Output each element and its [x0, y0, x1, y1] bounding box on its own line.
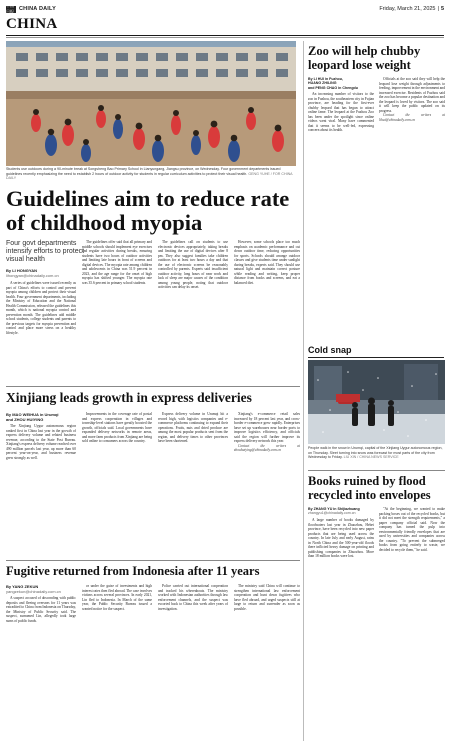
myopia-col-4: However, some schools place too much emphasis on academic performance and cut down outdoor time, reducing opportunities for sports. Schools should arrange outdoor classes and give students time under sunlight during breaks, experts said. They should use natural light and maintain correct posture while reading and writing, keep proper distance from books and screens, and eat a balanced diet.	[234, 240, 300, 285]
header-separator: |	[437, 6, 439, 12]
section-rule-thin	[6, 37, 444, 38]
books-headline: Books ruined by flood recycled into envelopes	[308, 474, 431, 502]
page-number: 5	[440, 6, 444, 12]
myopia-col-1: A series of guidelines were issued recently as part of China's efforts to control and prevent myopia among children and protect their visual health. Four government departments, including the Ministry of Education and the National Health Commission, released the guidelines this month, which is national myopia control and prevention month. The guidelines add middle school students, college students and parents to the previous targets for myopia prevention and control and place more stress on a healthy lifestyle.	[6, 281, 76, 336]
cold-snap-rule	[308, 357, 444, 358]
fugitive-col-3: Police carried out international cooperation and tracked his whereabouts. The ministry worked with Indonesian authorities through law enforcement channels, and the suspect was escorted back to China this week after years of investigation.	[158, 584, 228, 611]
page-header	[6, 4, 444, 14]
schoolyard-photo	[6, 41, 296, 166]
cold-snap-photo-image	[308, 360, 445, 444]
schoolyard-caption: Students use outdoors during a 90-minute break at Songsheng Bao Primary School in Lianyungang, Jiangsu province, on Wednesday. Four government departments issued guidelines recently emphasizing the need to establish 2 hours of outdoor activity for students in regular curriculum activities to protect their visual health. GENG YUHE / FOR CHINA DAILY	[6, 167, 293, 181]
cold-snap-photo	[308, 360, 445, 444]
china-daily-logo: 中国日报	[6, 3, 14, 14]
zoo-headline: Zoo will help chubby leopard lose weight	[308, 44, 421, 72]
xinjiang-byline: By MAO WEIHUA in Urumqi and ZHOU HUIYING	[6, 412, 59, 422]
zoo-col-2: Officials at the zoo said they will help the leopard lose weight through adjustments to feeding, improvement in the environment and increased exercise. Residents of Fuzhou said the zoo has become a popular destination and the leopard is loved by visitors. The zoo said it will keep the public updated on its progress. Contact the writers at lihui@chinadaily.com.cn	[379, 77, 445, 122]
myopia-byline: By LI HONGYAN lihongyan@chinadaily.com.cn	[6, 268, 59, 278]
myopia-subhead: Four govt departments intensify efforts to protect visual health	[6, 240, 85, 264]
xinjiang-col-1: The Xinjiang Uygur autonomous region ranked first in China last year in the growth of express delivery volume and related business revenue, according to the State Post Bureau. Xinjiang's express delivery volume reached over 490 million parcels last year, up more than 60 percent year-on-year, and business revenue grew strongly as well.	[6, 424, 76, 460]
fugitive-col-2: or under the guise of investments and high interest rates then fled abroad. The case involves victims across several provinces. In early 2021, Lin fled to Indonesia. In March of the same year, the Public Security Bureau issued a wanted notice for the suspect.	[82, 584, 152, 611]
fugitive-col-4: The ministry said China will continue to strengthen international law enforcement cooperation and hunt down fugitives who have fled abroad, and urged suspects still at large to return and surrender as soon as possible.	[234, 584, 300, 611]
section-rule	[6, 35, 444, 36]
cold-snap-divider	[308, 470, 445, 471]
zoo-col-1: An increasing number of visitors to the zoo in Fuzhou, the southeastern city in Fujian province, are heading for the first-ever chubby leopard that has begun to attract online fame. The leopard at the Fuzhou Zoo has been under the spotlight since online videos went viral. Many have commented that it seems to be well-fed, expressing concern about its health.	[308, 92, 374, 133]
cold-snap-credit: LIU XIN / CHINA NEWS SERVICE	[343, 455, 399, 460]
paper-name: CHINA DAILY	[19, 6, 56, 12]
books-col-1: A large number of books damaged by floodwaters last year in Zhuozhou, Hebei province, have been recycled into new paper products that are being used across the country. In late July and early August, rains in North China and the 500-year-old floods there inflicted heavy damage on printing and publishing companies in Zhuozhou. More than 18 million books were lost.	[308, 518, 374, 559]
issue-date: Friday, March 21, 2025	[379, 6, 436, 12]
myopia-headline: Guidelines aim to reduce rate of childhood myopia	[6, 186, 290, 235]
myopia-divider	[6, 386, 300, 387]
fugitive-headline: Fugitive returned from Indonesia after 11 years	[6, 564, 260, 578]
fugitive-byline: By YANG ZEKUN yangzekun@chinadaily.com.cn	[6, 584, 61, 594]
xinjiang-col-4: Xinjiang's e-commerce retail sales increased by 18 percent last year, and cross-border e-commerce grew rapidly. Enterprises have set up warehouses near border ports to improve logistics efficiency, and officials said the region will further improve its express delivery network this year. Contact the writers at zhouhuiying@chinadaily.com.cn	[234, 412, 300, 453]
xinjiang-contact: Contact the writers at zhouhuiying@chinadaily.com.cn	[234, 443, 300, 453]
zoo-byline: By LI HUI in Fuzhou, HUANG ZHILING and PENG CHAO in Chengdu	[308, 77, 358, 90]
zoo-contact: Contact the writers at lihui@chinadaily.com.cn	[379, 113, 445, 122]
schoolyard-credit: GENG YUHE / FOR CHINA DAILY	[6, 171, 293, 181]
schoolyard-photo-image	[6, 41, 296, 166]
cold-snap-title: Cold snap	[308, 345, 352, 355]
xinjiang-col-3: Express delivery volume in Urumqi hit a record high, with logistics companies and e-commerce platforms continuing to expand their operations. Fruits, nuts and dried produce are among the most popular products sent from the region, and delivery times to other provinces have been shortened.	[158, 412, 228, 444]
myopia-col-3: The guidelines call on students to use electronic devices appropriately, taking breaks and limiting the use of digital devices after 8 pm. They also suggest families take children outdoors for at least two hours a day and that the use of electronic screens be reasonably controlled by parents. Experts said insufficient outdoor activity, long hours of near work and lack of sleep are major causes of the condition among young people, noting that outdoor activities can delay its onset.	[158, 240, 228, 290]
xinjiang-divider	[6, 560, 300, 561]
books-col-2: "At the beginning, we wanted to make packing boxes out of the recycled books, but it did not meet the strength requirements," a paper company official said. Now the company has turned the pulp into environmentally friendly envelopes that are used by universities and companies across the country. "To prevent the submerged books from going entirely to waste, we decided to recycle them," he said.	[379, 507, 445, 552]
section-title: CHINA	[6, 16, 58, 32]
xinjiang-col-2: Improvements in the coverage rate of postal and express cooperation in villages and township-level stations have greatly boosted the growth, officials said. Local governments have expanded delivery networks in remote areas, and more farm products from Xinjiang are being sold online to consumers across the country.	[82, 412, 152, 444]
xinjiang-headline: Xinjiang leads growth in express deliveries	[6, 390, 252, 405]
fugitive-col-1: A suspect accused of absconding with public deposits and fleeing overseas for 11 years was extradited to China from Indonesia on Thursday, the Ministry of Public Security said. The suspect, surnamed Lin, allegedly took large sums of public funds.	[6, 596, 76, 623]
books-byline: By ZHANG YU in Shijiazhuang zhangyu1@chinadaily.com.cn	[308, 507, 360, 516]
myopia-col-2: The guidelines offer said that all primary and middle schools should implement eye exercises and regular activities during breaks, ensuring students have two hours of outdoor activities and limiting late hours in front of screens and digital devices. The myopia rate among children and adolescents in China was 51.9 percent in 2023, and the age range for the onset of high myopia has shifted younger. The myopia rate was 35.6 percent in primary school students.	[82, 240, 152, 285]
cold-snap-caption: People walk in the snow in Urumqi, capital of the Xinjiang Uygur autonomous region, on Thursday. Sleet turning into snow was forecast for most parts of the city from Wednesday to Friday. LIU XIN / CHINA NEWS SERVICE	[308, 446, 443, 460]
right-column-divider	[303, 41, 304, 741]
